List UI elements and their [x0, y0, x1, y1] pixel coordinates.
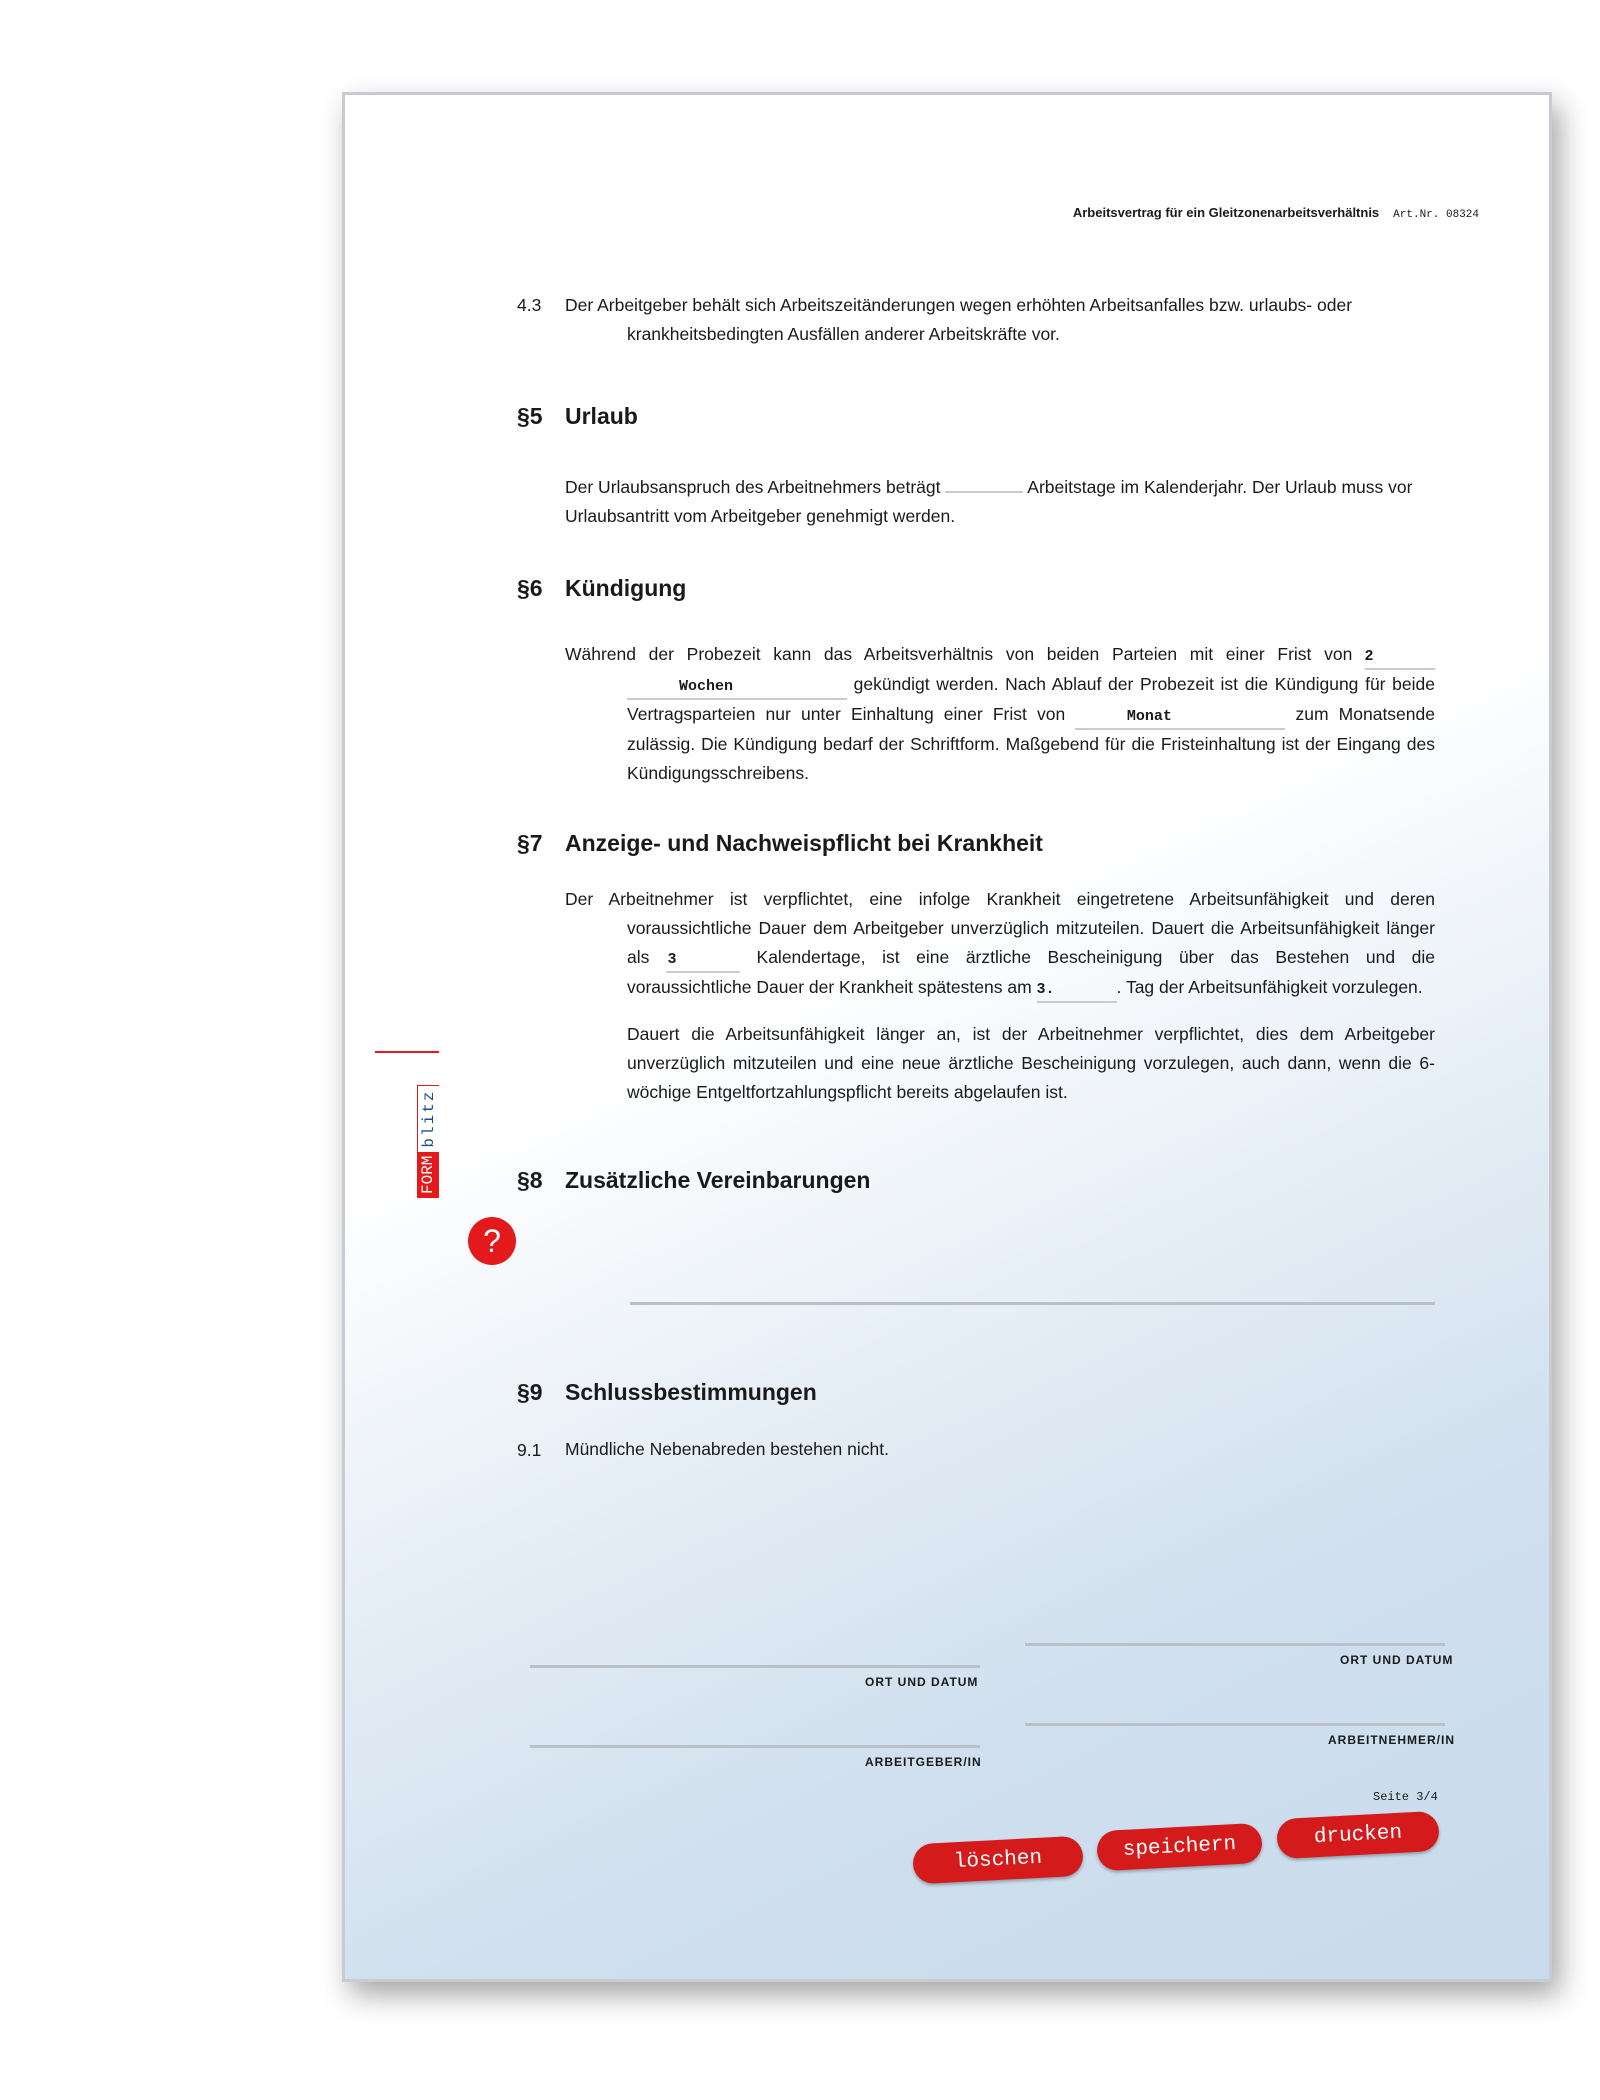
document-title: Arbeitsvertrag für ein Gleitzonenarbeitsverhältnis [1072, 205, 1380, 220]
section-5-text: Der Urlaubsanspruch des Arbeitnehmers beträgt Arbeitstage im Kalenderjahr. Der Urlaub muss vor Urlaubsantritt vom Arbeitgeber genehmigt werden. [565, 477, 1413, 526]
employer-signature-field[interactable] [530, 1745, 980, 1748]
clause-9-1-text: Mündliche Nebenabreden bestehen nicht. [565, 1439, 889, 1459]
section-7-text-2: Dauert die Arbeitsunfähigkeit länger an, ist der Arbeitnehmer verpflichtet, dies dem Arbeitgeber unverzüglich mitzuteilen und eine neue ärztliche Bescheinigung vorzulegen, auch dann, wenn die 6-wöchige Entgeltfortzahlungspflicht bereits abgelaufen ist. [627, 1024, 1435, 1102]
print-button[interactable]: drucken [1276, 1811, 1440, 1859]
section-6-text: Während der Probezeit kann das Arbeitsverhältnis von beiden Parteien mit einer Frist von 2 Wochen gekündigt werden. Nach Ablauf der Probezeit ist die Kündigung für beide Vertragsparteien nur unter Einhaltung einer Frist von Monat zum Monatsende zulässig. Die Kündigung bedarf der Schriftform. Maßgebend für die Fristeinhaltung ist der Eingang des Kündigungsschreibens. [565, 644, 1435, 783]
logo-form-text: FORM [417, 1152, 439, 1198]
place-date-label: ORT UND DATUM [865, 1675, 979, 1689]
section-9-heading: §9 Schlussbestimmungen [517, 1379, 817, 1405]
logo-blitz-text: blitz [417, 1085, 439, 1152]
section-7-text: Der Arbeitnehmer ist verpflichtet, eine infolge Krankheit eingetretene Arbeitsunfähigkeit und deren voraussichtliche Dauer dem Arbeitgeber unverzüglich mitzuteilen. Dauert die Arbeitsunfähigkeit länger als 3 Kalendertage, ist eine ärztliche Bescheinigung über das Bestehen und die voraussichtliche Dauer der Krankheit spätestens am 3. . Tag der Arbeitsunfähigkeit vorzulegen. [565, 885, 1435, 1003]
clause-number: 9.1 [517, 1440, 542, 1460]
document-header [1073, 205, 1479, 221]
clause-number: 4.3 [517, 295, 542, 315]
formblitz-logo [417, 1053, 439, 1198]
article-number: Art.Nr. 08324 [1393, 209, 1479, 221]
section-7-heading: §7 Anzeige- und Nachweispflicht bei Krankheit [517, 830, 1043, 856]
vacation-days-field[interactable] [945, 491, 1023, 493]
employee-label: ARBEITNEHMER/IN [1328, 1733, 1456, 1747]
section-6-heading: §6 Kündigung [517, 575, 687, 601]
document-page [342, 92, 1552, 1982]
clause-4-3-text: Der Arbeitgeber behält sich Arbeitszeitänderungen wegen erhöhten Arbeitsanfalles bzw. urlaubs- oder krankheitsbedingten Ausfällen anderer Arbeitskräfte vor. [565, 295, 1353, 344]
section-5-heading: §5 Urlaub [517, 403, 638, 429]
probation-notice-value-field[interactable]: 2 [1365, 646, 1435, 670]
additional-agreements-field[interactable] [630, 1275, 1435, 1305]
place-date-label: ORT UND DATUM [1340, 1653, 1454, 1667]
certificate-day-field[interactable]: 3. [1037, 979, 1117, 1003]
employer-label: ARBEITGEBER/IN [865, 1755, 982, 1769]
place-date-left-field[interactable] [530, 1665, 980, 1668]
help-icon[interactable]: ? [468, 1217, 516, 1265]
probation-notice-unit-field[interactable]: Wochen [627, 676, 847, 700]
save-button[interactable]: speichern [1096, 1823, 1263, 1872]
notice-period-field[interactable]: Monat [1075, 706, 1285, 730]
delete-button[interactable]: löschen [912, 1836, 1084, 1885]
section-8-heading: §8 Zusätzliche Vereinbarungen [517, 1167, 871, 1193]
sick-days-field[interactable]: 3 [666, 949, 740, 973]
employee-signature-field[interactable] [1025, 1723, 1445, 1726]
page-number: Seite 3/4 [1373, 1790, 1438, 1804]
place-date-right-field[interactable] [1025, 1643, 1445, 1646]
